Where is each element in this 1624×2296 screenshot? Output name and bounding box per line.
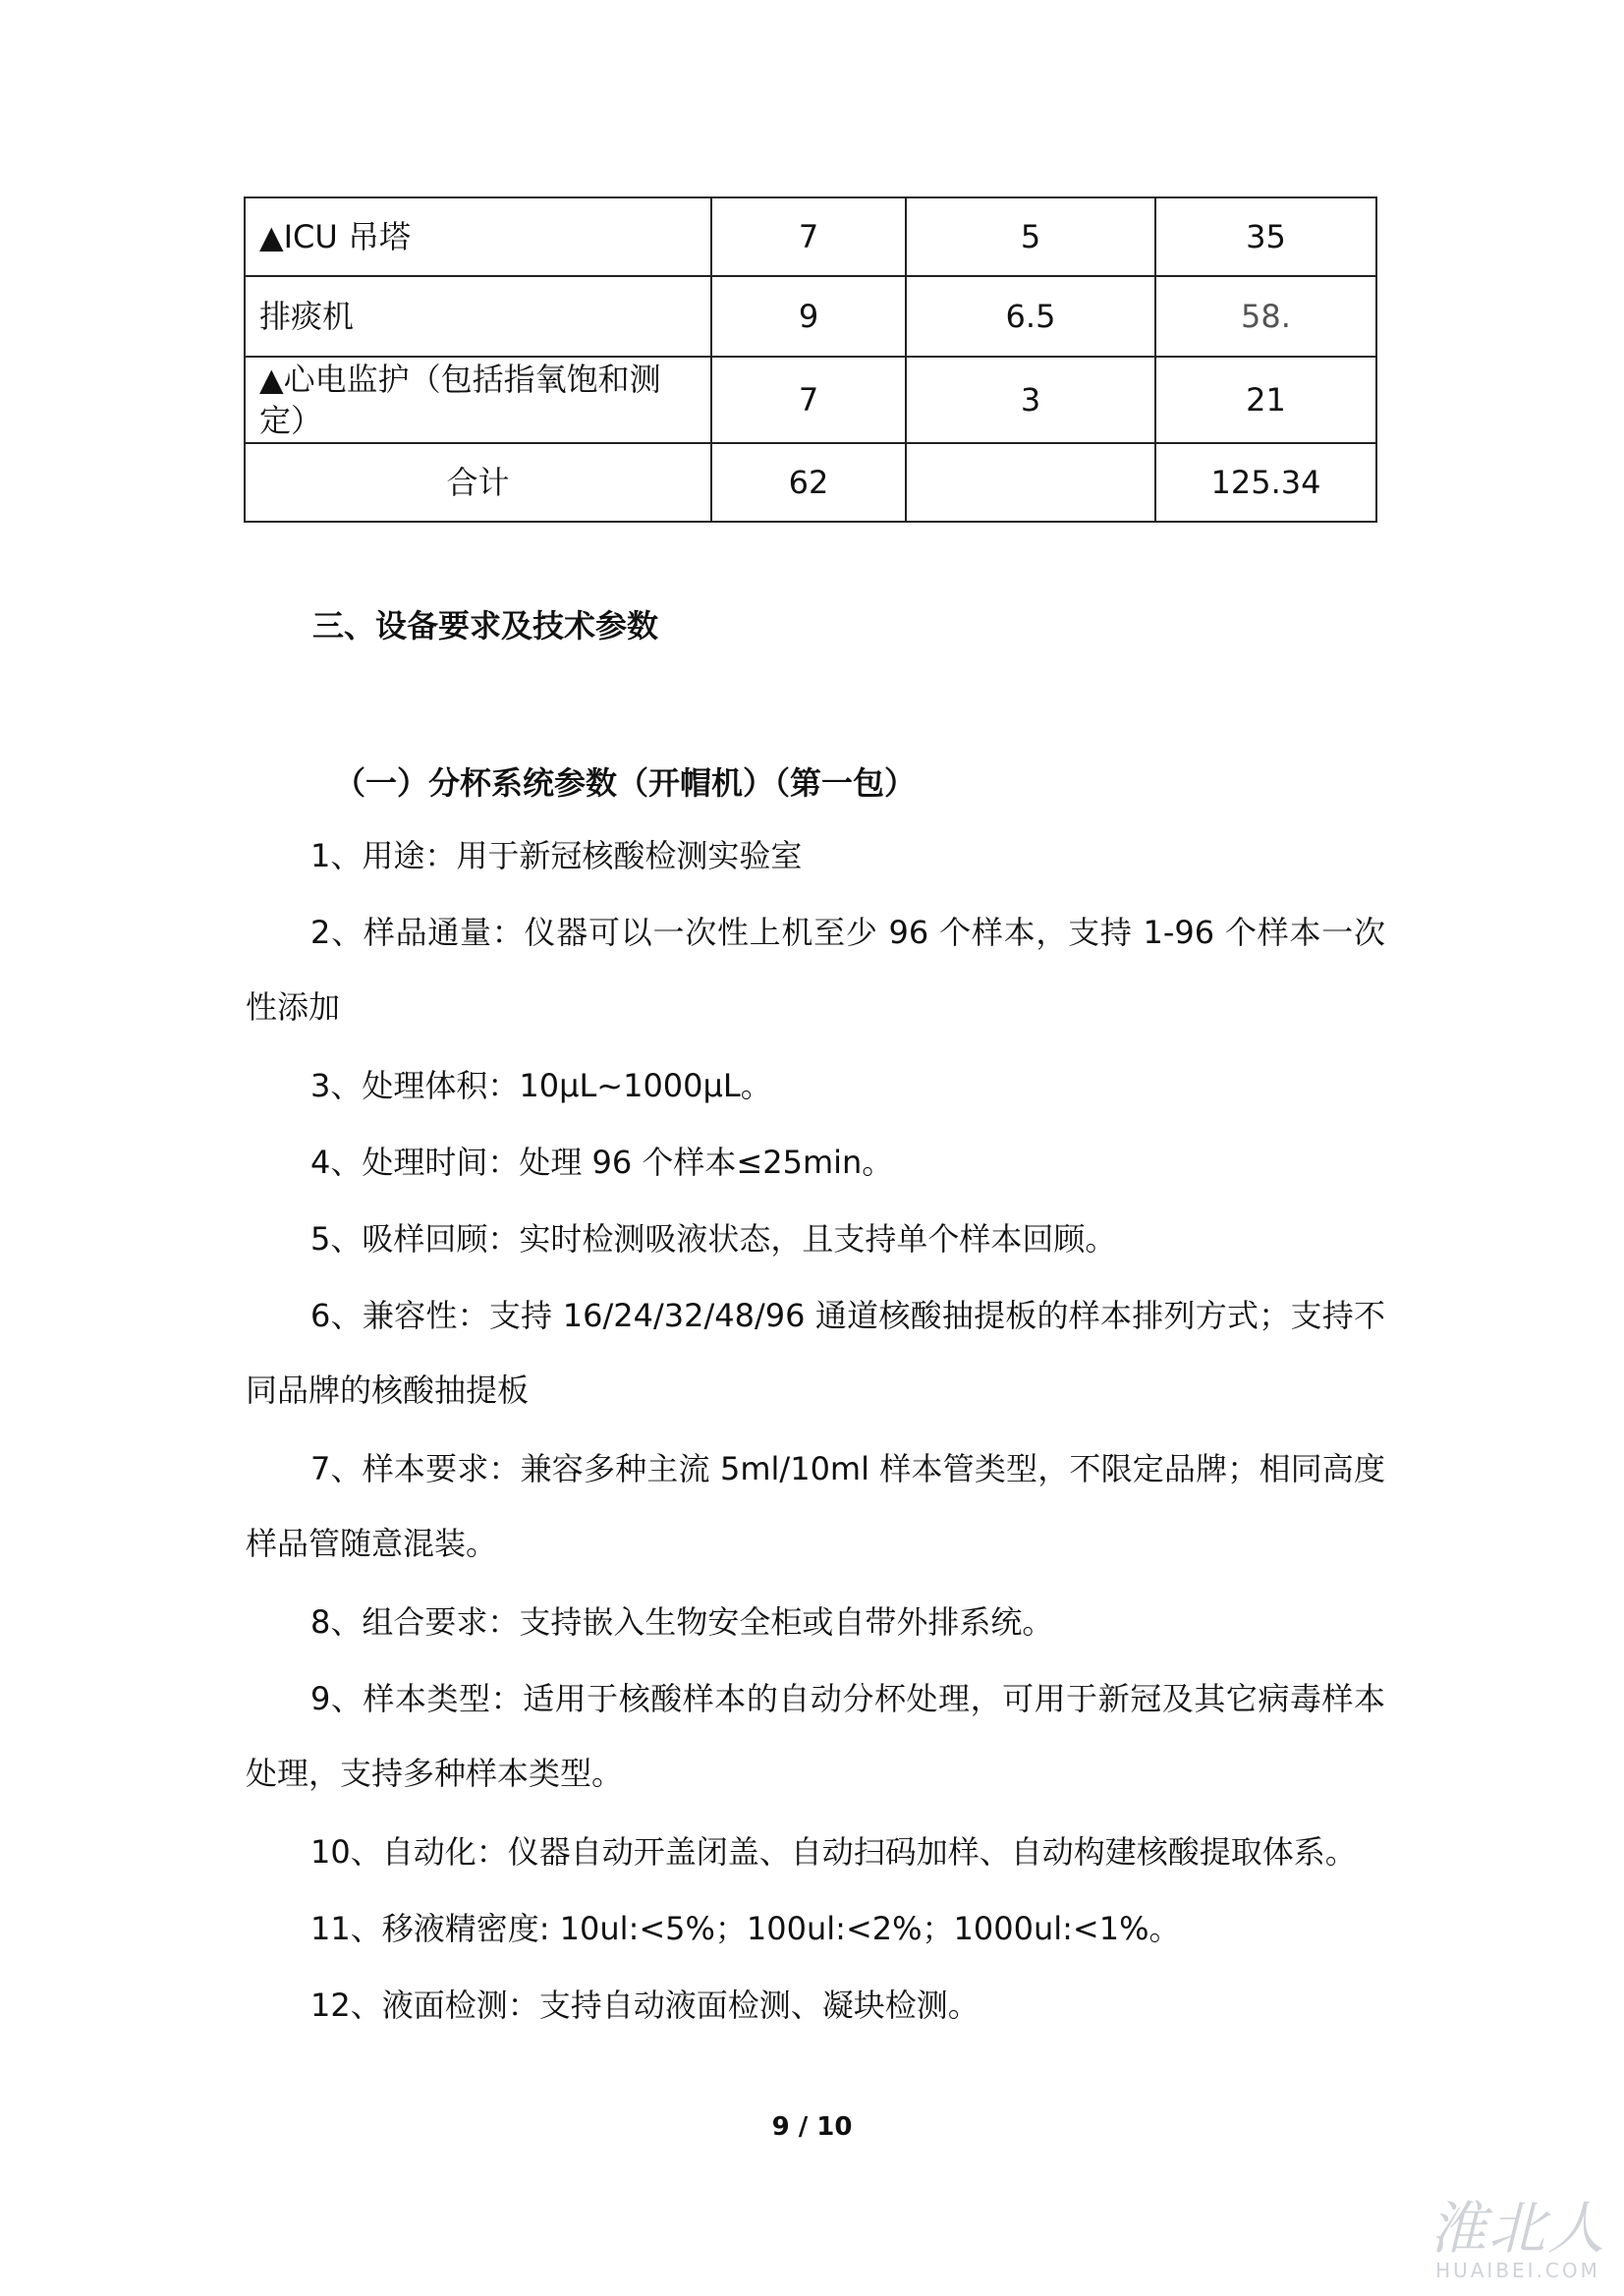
item-name: ▲心电监护（包括指氧饱和测定）	[245, 357, 711, 443]
page-number: 9 / 10	[771, 2112, 853, 2142]
item-unit: 3	[906, 357, 1155, 443]
list-item: 6、兼容性：支持 16/24/32/48/96 通道核酸抽提板的样本排列方式；支持不同品牌的核酸抽提板	[246, 1297, 1385, 1409]
item-qty: 7	[711, 197, 906, 276]
list-item: 7、样本要求：兼容多种主流 5ml/10ml 样本管类型，不限定品牌；相同高度样品管随意混装。	[246, 1450, 1385, 1562]
item-name: ▲ICU 吊塔	[245, 197, 711, 276]
total-label: 合计	[245, 443, 711, 522]
list-item: 11、移液精密度: 10ul:<5%；100ul:<2%；1000ul:<1%。	[310, 1910, 1181, 1947]
table-row	[245, 197, 1376, 276]
item-total: 35	[1155, 197, 1376, 276]
watermark-domain: HUAIBEI.COM	[1435, 2259, 1600, 2282]
list-item: 2、样品通量：仪器可以一次性上机至少 96 个样本，支持 1-96 个样本一次性添加	[246, 914, 1385, 1026]
table-row	[245, 276, 1376, 357]
sub-heading: （一）分杯系统参数（开帽机）（第一包）	[334, 764, 917, 802]
item-total: 21	[1155, 357, 1376, 443]
item-qty: 7	[711, 357, 906, 443]
list-item: 10、自动化：仪器自动开盖闭盖、自动扫码加样、自动构建核酸提取体系。	[310, 1833, 1357, 1871]
section-heading: 三、设备要求及技术参数	[312, 607, 659, 644]
watermark-text: 淮北人	[1428, 2195, 1606, 2262]
table-row	[245, 357, 1376, 443]
list-item: 4、处理时间：处理 96 个样本≤25min。	[310, 1144, 894, 1181]
list-item: 12、液面检测：支持自动液面检测、凝块检测。	[310, 1987, 980, 2024]
item-name: 排痰机	[245, 276, 711, 357]
total-unit	[906, 443, 1155, 522]
item-qty: 9	[711, 276, 906, 357]
list-item: 3、处理体积：10μL~1000μL。	[310, 1067, 772, 1104]
item-total: 58.	[1155, 276, 1376, 357]
watermark-logo	[1428, 2195, 1606, 2282]
table-total-row	[245, 443, 1376, 522]
list-item: 5、吸样回顾：实时检测吸液状态，且支持单个样本回顾。	[310, 1220, 1117, 1258]
list-item: 1、用途：用于新冠核酸检测实验室	[310, 837, 803, 874]
equipment-table	[244, 196, 1377, 523]
list-item: 8、组合要求：支持嵌入生物安全柜或自带外排系统。	[310, 1603, 1054, 1641]
item-unit: 5	[906, 197, 1155, 276]
list-item: 9、样本类型：适用于核酸样本的自动分杯处理，可用于新冠及其它病毒样本处理，支持多种样本类型。	[246, 1680, 1385, 1792]
total-qty: 62	[711, 443, 906, 522]
item-unit: 6.5	[906, 276, 1155, 357]
total-amount: 125.34	[1155, 443, 1376, 522]
